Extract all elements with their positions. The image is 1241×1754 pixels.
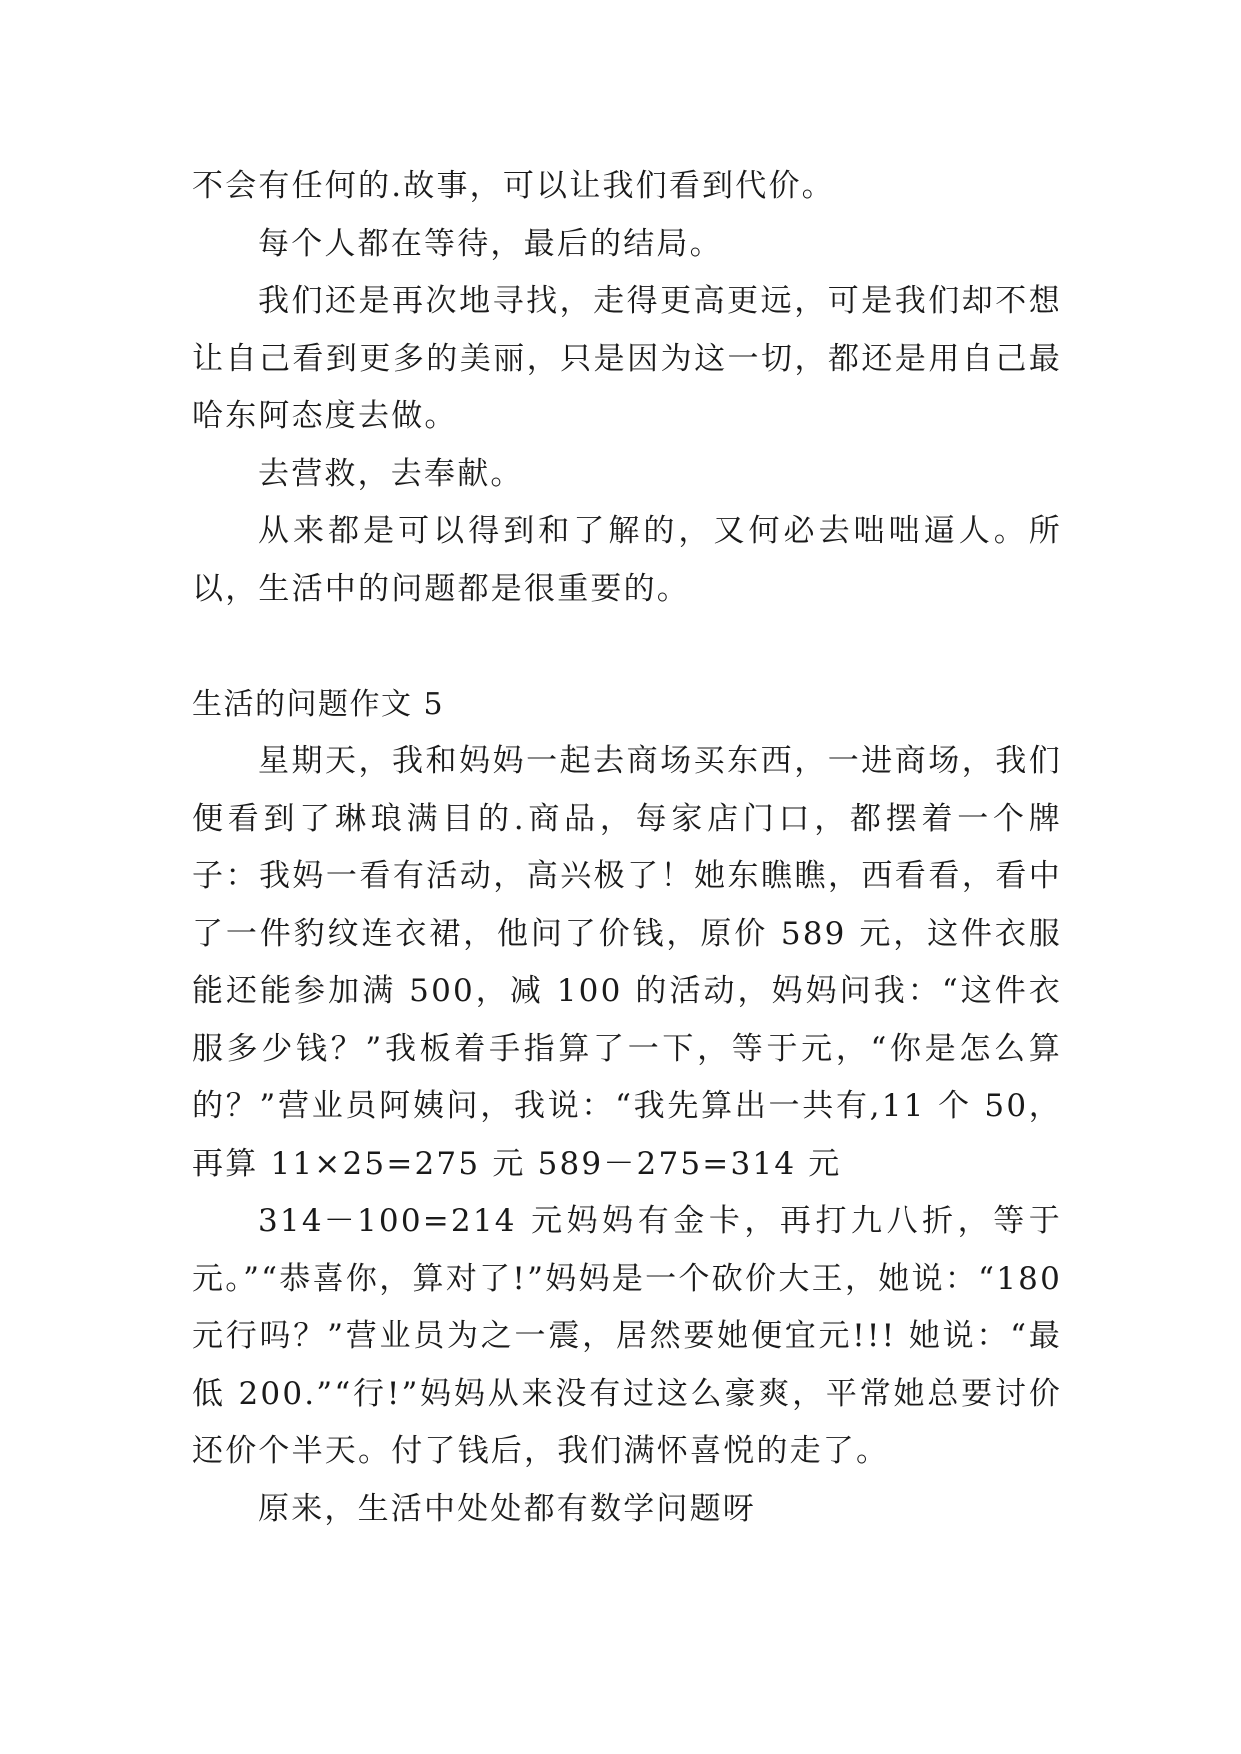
document-body — [192, 158, 1062, 1538]
paragraph: 我们还是再次地寻找，走得更高更远，可是我们却不想让自己看到更多的美丽，只是因为这一切，都还是用自己最哈东阿态度去做。 — [192, 283, 1062, 434]
paragraph: 每个人都在等待，最后的结局。 — [258, 225, 723, 262]
paragraph: 原来，生活中处处都有数学问题呀 — [258, 1490, 756, 1527]
paragraph: 去营救，去奉献。 — [258, 455, 524, 492]
paragraph: 星期天，我和妈妈一起去商场买东西，一进商场，我们便看到了琳琅满目的.商品，每家店门口，都摆着一个牌子：我妈一看有活动，高兴极了！她东瞧瞧，西看看，看中了一件豹纹连衣裙，他问了价钱，原价 589 元，这件衣服能还能参加满 500，减 100 的活动，妈妈问我：“这件衣服多少钱？”我板着手指算了一下，等于元，“你是怎么算的？”营业员阿姨问，我说：“我先算出一共有,11 个 50，再算 11×25=275 元 589－275=314 元 — [192, 743, 1062, 1182]
paragraph: 314－100=214 元妈妈有金卡，再打九八折，等于元。”“恭喜你，算对了!”妈妈是一个砍价大王，她说：“180 元行吗？”营业员为之一震，居然要她便宜元!!! 她说：“最低 200.”“行!”妈妈从来没有过这么豪爽，平常她总要讨价还价个半天。付了钱后，我们满怀喜悦的走了。 — [192, 1203, 1062, 1469]
section-spacer — [192, 618, 1062, 676]
paragraph: 从来都是可以得到和了解的，又何必去咄咄逼人。所以，生活中的问题都是很重要的。 — [192, 513, 1062, 607]
paragraph-continued: 不会有任何的.故事，可以让我们看到代价。 — [192, 168, 835, 204]
section-heading: 生活的问题作文 5 — [192, 686, 445, 722]
